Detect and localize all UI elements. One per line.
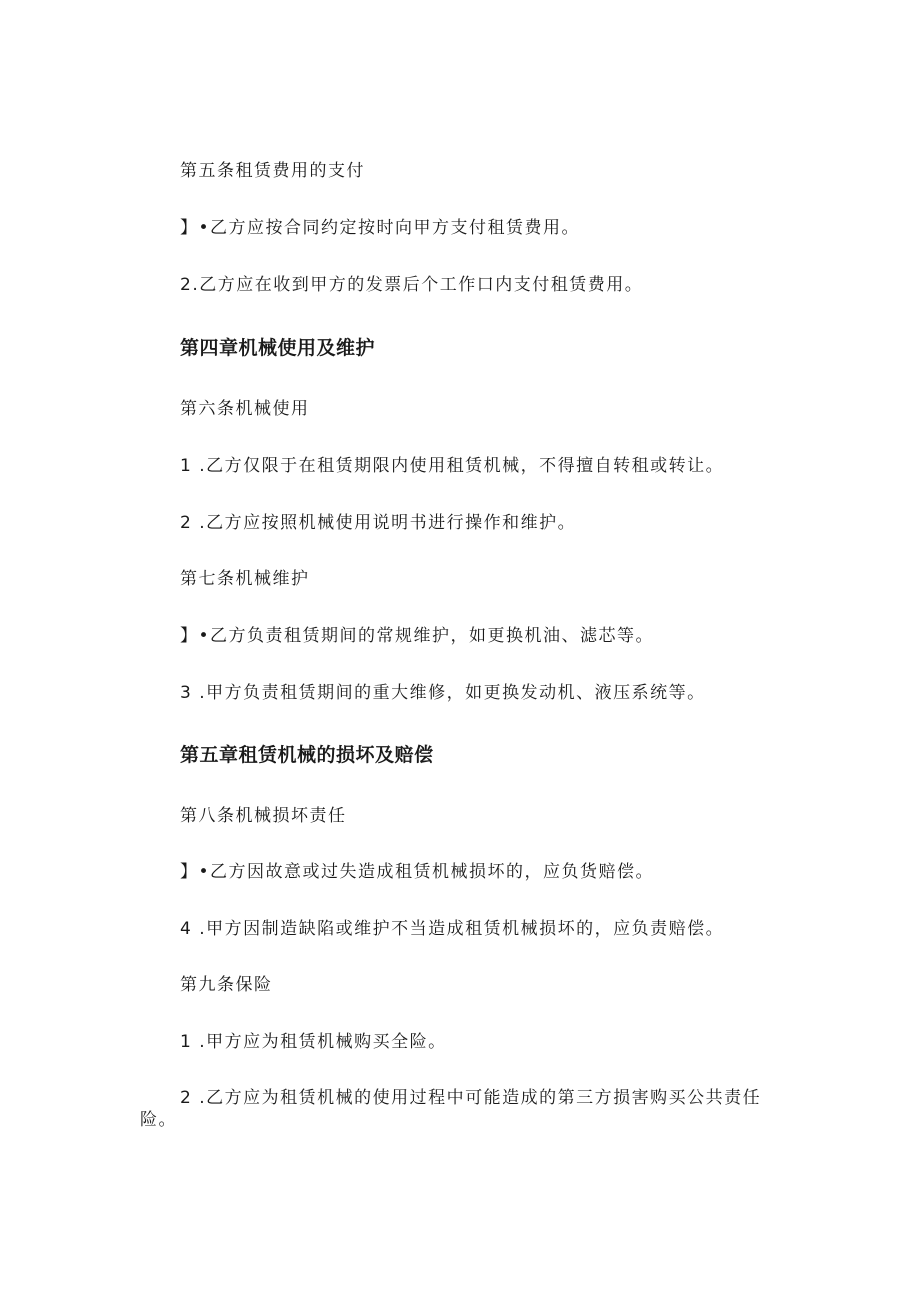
article-9-item-2 [140,1087,770,1131]
article-5-item-2: 2.乙方应在收到甲方的发票后个工作口内支付租赁费用。 [180,275,644,295]
article-6-item-1: 1 .乙方仅限于在租赁期限内使用租赁机械，不得擅自转租或转让。 [180,456,725,476]
article-9-item-2-line-1: 2 .乙方应为租赁机械的使用过程中可能造成的第三方损害购买公共责任 [180,1088,762,1108]
article-8-heading: 第八条机械损坏责任 [180,806,347,826]
article-7-item-2: 3 .甲方负责租赁期间的重大维修，如更换发动机、液压系统等。 [180,683,706,703]
article-7-item-1: 】•乙方负责租赁期间的常规维护，如更换机油、滤芯等。 [180,626,655,646]
article-5-item-1: 】•乙方应按合同约定按时向甲方支付租赁费用。 [180,218,581,238]
article-9-item-2-line-2: 险。 [140,1110,177,1130]
article-9-heading: 第九条保险 [180,975,273,995]
article-6-item-2: 2 .乙方应按照机械使用说明书进行操作和维护。 [180,513,577,533]
article-9-item-1: 1 .甲方应为租赁机械购买全险。 [180,1032,447,1052]
article-5-heading: 第五条租赁费用的支付 [180,161,365,181]
article-6-heading: 第六条机械使用 [180,399,310,419]
chapter-5-heading: 第五章租赁机械的损坏及赔偿 [180,744,434,766]
article-8-item-1: 】•乙方因故意或过失造成租赁机械损坏的，应负货赔偿。 [180,862,655,882]
article-8-item-2: 4 .甲方因制造缺陷或维护不当造成租赁机械损坏的，应负责赔偿。 [180,919,725,939]
article-7-heading: 第七条机械维护 [180,569,310,589]
chapter-4-heading: 第四章机械使用及维护 [180,337,376,359]
